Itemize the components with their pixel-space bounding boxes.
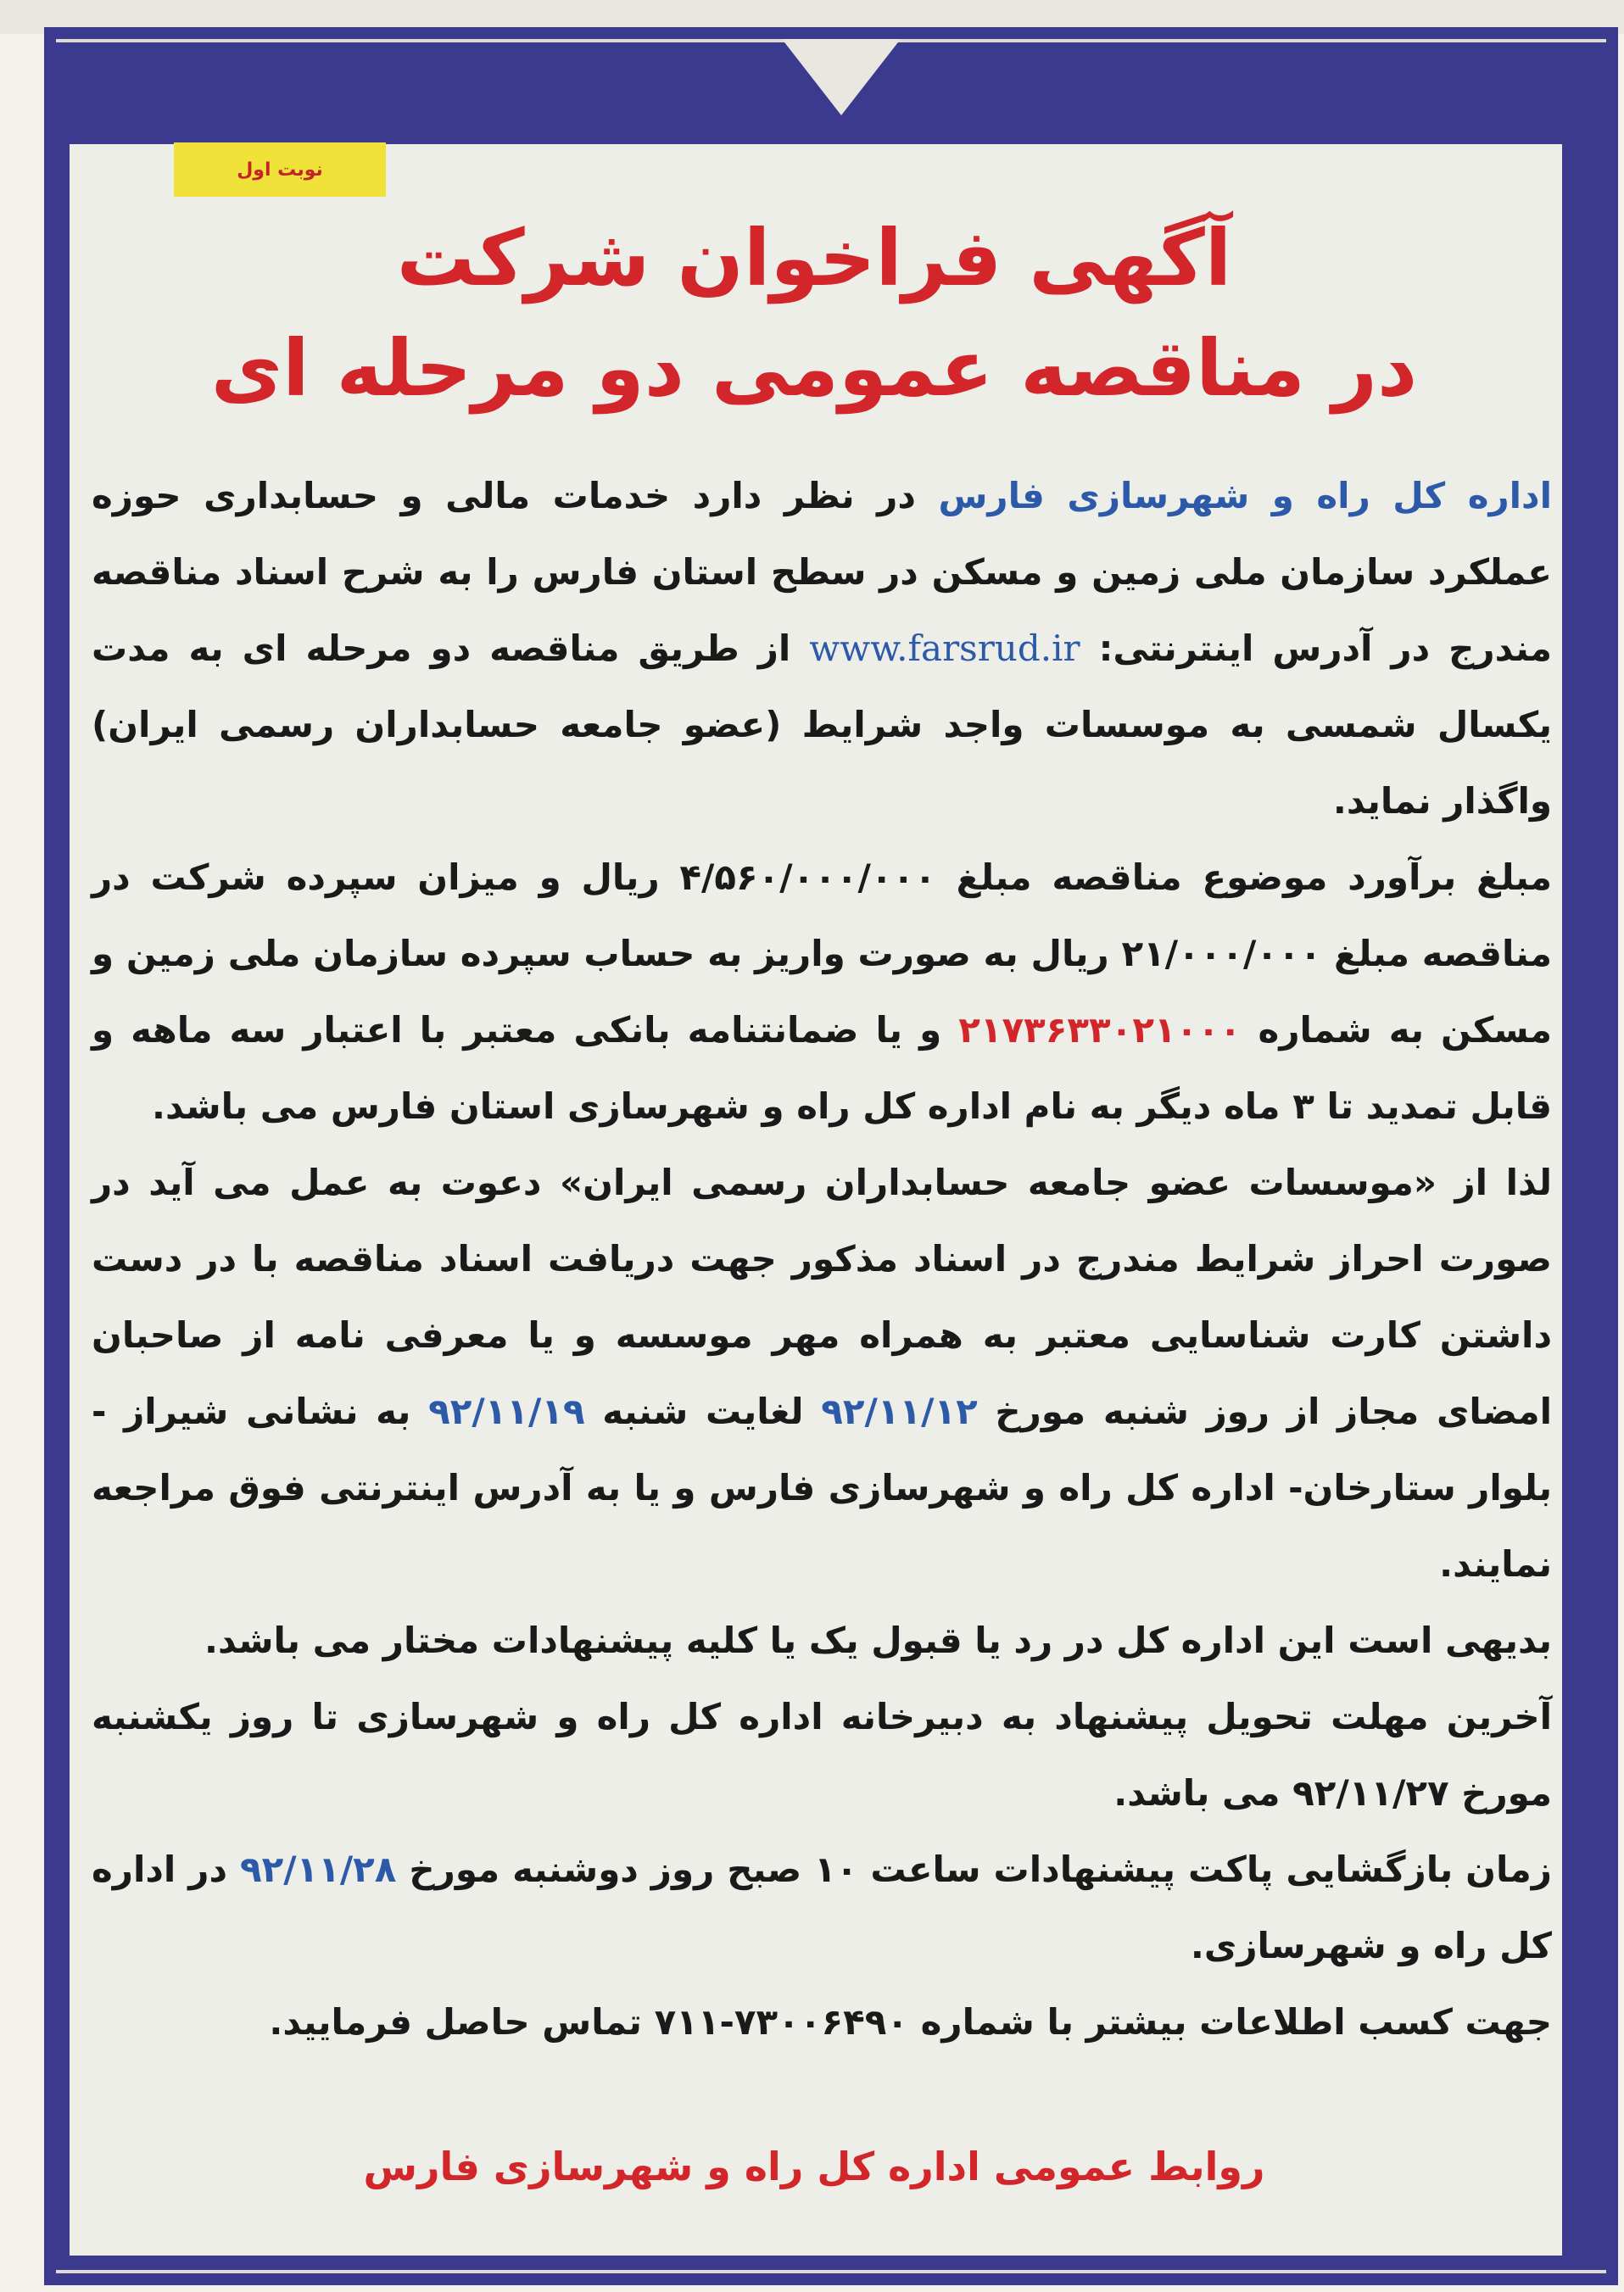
- paragraph-contact: جهت کسب اطلاعات بیشتر با شماره ۷۳۰۰۶۴۹۰-۷۱۱ تماس حاصل فرمایید.: [269, 2001, 1552, 2043]
- budget-text-a: مبلغ برآورد موضوع مناقصه مبلغ ۴/۵۶۰/۰۰۰/۰۰۰ ریال و میزان سپرده شرکت در مناقصه مبلغ ۲۱/۰۰۰/۰۰۰ ریال به صورت واریز به حساب سپرده سازمان ملی زمین و مسکن به شماره: [92, 856, 1552, 1051]
- opening-text-a: زمان بازگشایی پاکت پیشنهادات ساعت ۱۰ صبح روز دوشنبه مورخ: [396, 1849, 1552, 1890]
- opening-text-b: در اداره کل راه و شهرسازی.: [92, 1849, 1552, 1966]
- website-link[interactable]: www.farsrud.ir: [809, 627, 1080, 669]
- budget-text-b: و یا ضمانتنامه بانکی معتبر با اعتبار سه ماهه و قابل تمدید تا ۳ ماه دیگر به نام اداره کل راه و شهرسازی استان فارس می باشد.: [92, 1009, 1552, 1127]
- paragraph-invitation: [92, 1145, 1552, 1603]
- public-relations-signature: روابط عمومی اداره کل راه و شهرسازی فارس: [363, 2144, 1265, 2189]
- notice-body: [92, 458, 1552, 2061]
- account-number: ۲۱۷۳۶۳۳۰۲۱۰۰۰: [958, 1009, 1242, 1051]
- date-from: ۹۲/۱۱/۱۲: [821, 1391, 978, 1432]
- notice-title-line-2: در مناقصه عمومی دو مرحله ای: [210, 323, 1418, 414]
- paragraph-deadline: آخرین مهلت تحویل پیشنهاد به دبیرخانه اداره کل راه و شهرسازی تا روز یکشنبه مورخ ۹۲/۱۱/۲۷ می باشد.: [92, 1696, 1552, 1814]
- invitation-text-b: لغایت شنبه: [584, 1391, 822, 1432]
- opening-date: ۹۲/۱۱/۲۸: [239, 1849, 397, 1890]
- intro-text-b: از طریق مناقصه دو مرحله ای به مدت یکسال شمسی به موسسات واجد شرایط (عضو جامعه حسابداران رسمی ایران) واگذار نماید.: [92, 627, 1552, 822]
- paragraph-discretion: بدیهی است این اداره کل در رد یا قبول یک یا کلیه پیشنهادات مختار می باشد.: [204, 1620, 1552, 1661]
- paragraph-opening: [92, 1832, 1552, 1984]
- organization-name: اداره کل راه و شهرسازی فارس: [938, 475, 1553, 516]
- frame-notch: [782, 39, 901, 115]
- date-to: ۹۲/۱۱/۱۹: [428, 1391, 585, 1432]
- notice-title-line-1: آگهی فراخوان شرکت: [396, 213, 1232, 304]
- paragraph-intro: [92, 458, 1552, 839]
- intro-text-a: در نظر دارد خدمات مالی و حسابداری حوزه عملکرد سازمان ملی زمین و مسکن در سطح استان فارس را به شرح اسناد مناقصه مندرج در آدرس اینترنتی:: [92, 475, 1552, 669]
- frame-bottom-line: [56, 2270, 1606, 2273]
- invitation-text-c: به نشانی شیراز - بلوار ستارخان- اداره کل راه و شهرسازی فارس و یا به آدرس اینترنتی فوق مراجعه نمایند.: [92, 1391, 1552, 1585]
- publication-round-badge: نوبت اول: [174, 142, 386, 197]
- invitation-text-a: لذا از «موسسات عضو جامعه حسابداران رسمی ایران» دعوت به عمل می آید در صورت احراز شرایط مندرج در اسناد مذکور جهت دریافت اسناد مناقصه با در دست داشتن کارت شناسایی معتبر به همراه مهر موسسه و یا معرفی نامه از صاحبان امضای مجاز از روز شنبه مورخ: [92, 1162, 1552, 1432]
- paragraph-budget: [92, 839, 1552, 1145]
